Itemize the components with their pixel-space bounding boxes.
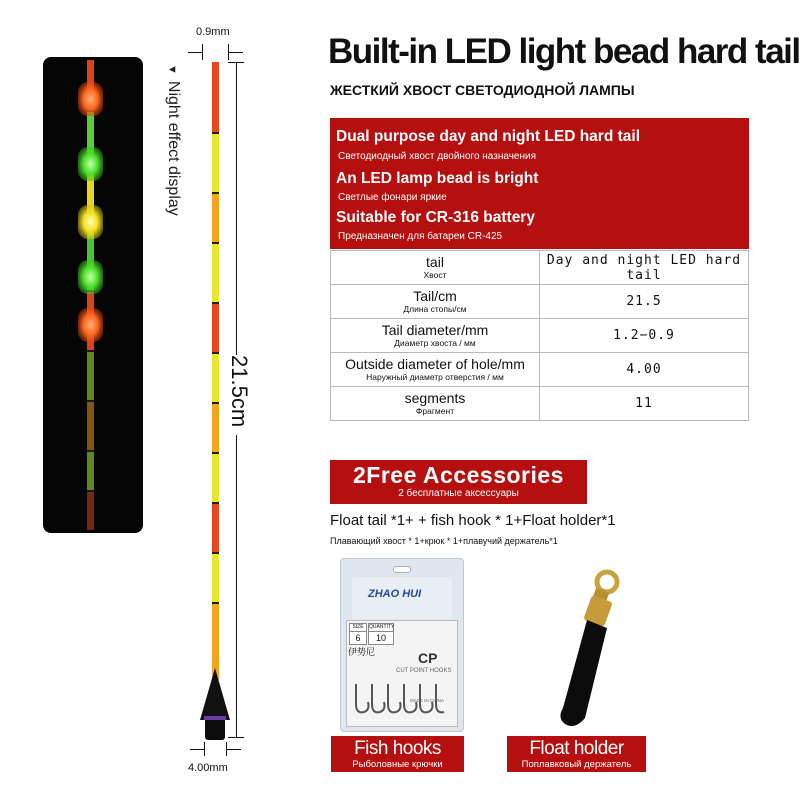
accessories-subtitle: 2 бесплатные аксессуары [398, 488, 519, 499]
spec-value: 4.00 [540, 353, 749, 387]
dim-tick [228, 62, 244, 63]
package-cut-text: CUT POINT HOOKS [396, 668, 452, 674]
spec-label-en: Tail/cm [413, 288, 457, 304]
feature-title: Dual purpose day and night LED hard tail [336, 128, 640, 145]
package-made-in: MADE IN CHINA [410, 698, 445, 703]
spec-label-ru: Хвост [423, 270, 447, 280]
accessories-list: Float tail *1+ + fish hook * 1+Float holder*1 [330, 512, 616, 529]
day-rod [212, 62, 219, 680]
feature-title: An LED lamp bead is bright [336, 170, 539, 187]
fish-hooks-title: Fish hooks [354, 738, 441, 759]
spec-label [331, 251, 540, 285]
spec-value: Day and night LED hard tail [540, 251, 749, 285]
led-glow-green [78, 147, 103, 181]
package-size: 6 [349, 631, 367, 645]
dim-tick [228, 737, 244, 738]
feature-subtitle: Светлые фонари яркие [338, 192, 447, 203]
spec-label [331, 387, 540, 421]
rod-foot [205, 720, 225, 740]
spec-label [331, 285, 540, 319]
accessories-list-ru: Плавающий хвост * 1+крюк * 1+плавучий держатель*1 [330, 536, 558, 546]
hang-hole [393, 566, 411, 573]
night-rod [87, 60, 94, 530]
spec-label [331, 319, 540, 353]
accessories-banner [330, 460, 587, 504]
fish-hooks-subtitle: Рыболовные крючки [352, 759, 443, 770]
spec-label [331, 353, 540, 387]
spec-value: 21.5 [540, 285, 749, 319]
package-name: 伊势尼 [348, 647, 376, 657]
spec-value: 1.2−0.9 [540, 319, 749, 353]
float-holder-label [507, 736, 646, 772]
accessories-title: 2Free Accessories [353, 462, 564, 488]
table-row [331, 319, 749, 353]
spec-value: 11 [540, 387, 749, 421]
feature-title: Suitable for CR-316 battery [336, 209, 535, 226]
dim-arrow [188, 52, 202, 53]
night-caption-text: Night effect display [165, 80, 182, 216]
spec-label-ru: Наружный диаметр отверстия / мм [366, 372, 504, 382]
spec-label-ru: Длина стопы/см [403, 304, 467, 314]
table-row [331, 251, 749, 285]
feature-subtitle: Светодиодный хвост двойного назначения [338, 151, 537, 162]
specs-table [330, 250, 749, 421]
fish-hooks-label [331, 736, 464, 772]
length-label: 21.5cm [228, 355, 252, 435]
led-glow-orange [78, 82, 103, 116]
led-glow-yellow [78, 205, 103, 239]
dim-arrow [229, 52, 243, 53]
dim-tick [202, 44, 203, 60]
spec-label-en: tail [426, 254, 444, 270]
package-cp: CP [418, 650, 438, 666]
table-row [331, 353, 749, 387]
spec-label-en: segments [404, 390, 466, 406]
page-subtitle: ЖЕСТКИЙ ХВОСТ СВЕТОДИОДНОЙ ЛАМПЫ [330, 82, 635, 98]
spec-label-en: Outside diameter of hole/mm [345, 356, 525, 372]
package-qty-label: QUANTITY [369, 624, 395, 630]
led-glow-orange [78, 308, 103, 342]
night-effect-caption [160, 64, 182, 304]
dim-arrow [227, 749, 241, 750]
features-box [330, 118, 749, 249]
top-diameter-label: 0.9mm [196, 26, 230, 38]
table-row [331, 285, 749, 319]
dim-arrow [190, 749, 204, 750]
spec-label-en: Tail diameter/mm [381, 322, 489, 338]
spec-label-ru: Диаметр хвоста / мм [394, 338, 476, 348]
package-quantity: 10 [368, 631, 394, 645]
triangle-down-icon: ▼ [166, 64, 178, 75]
page-title: Built-in LED light bead hard tail [328, 32, 800, 71]
float-holder-title: Float holder [529, 738, 624, 759]
dim-tick [204, 742, 205, 756]
bottom-diameter-label: 4.00mm [188, 762, 228, 774]
package-size-label: SIZE [349, 623, 367, 632]
package-brand: ZHAO HUI [368, 588, 422, 600]
led-glow-green [78, 260, 103, 294]
float-holder-icon [545, 568, 635, 733]
feature-subtitle: Предназначен для батареи CR-425 [338, 231, 503, 242]
fish-hooks-icon [350, 680, 450, 720]
rod-base [200, 668, 230, 720]
spec-label-ru: Фрагмент [415, 406, 455, 416]
table-row [331, 387, 749, 421]
float-holder-subtitle: Поплавковый держатель [521, 759, 632, 770]
